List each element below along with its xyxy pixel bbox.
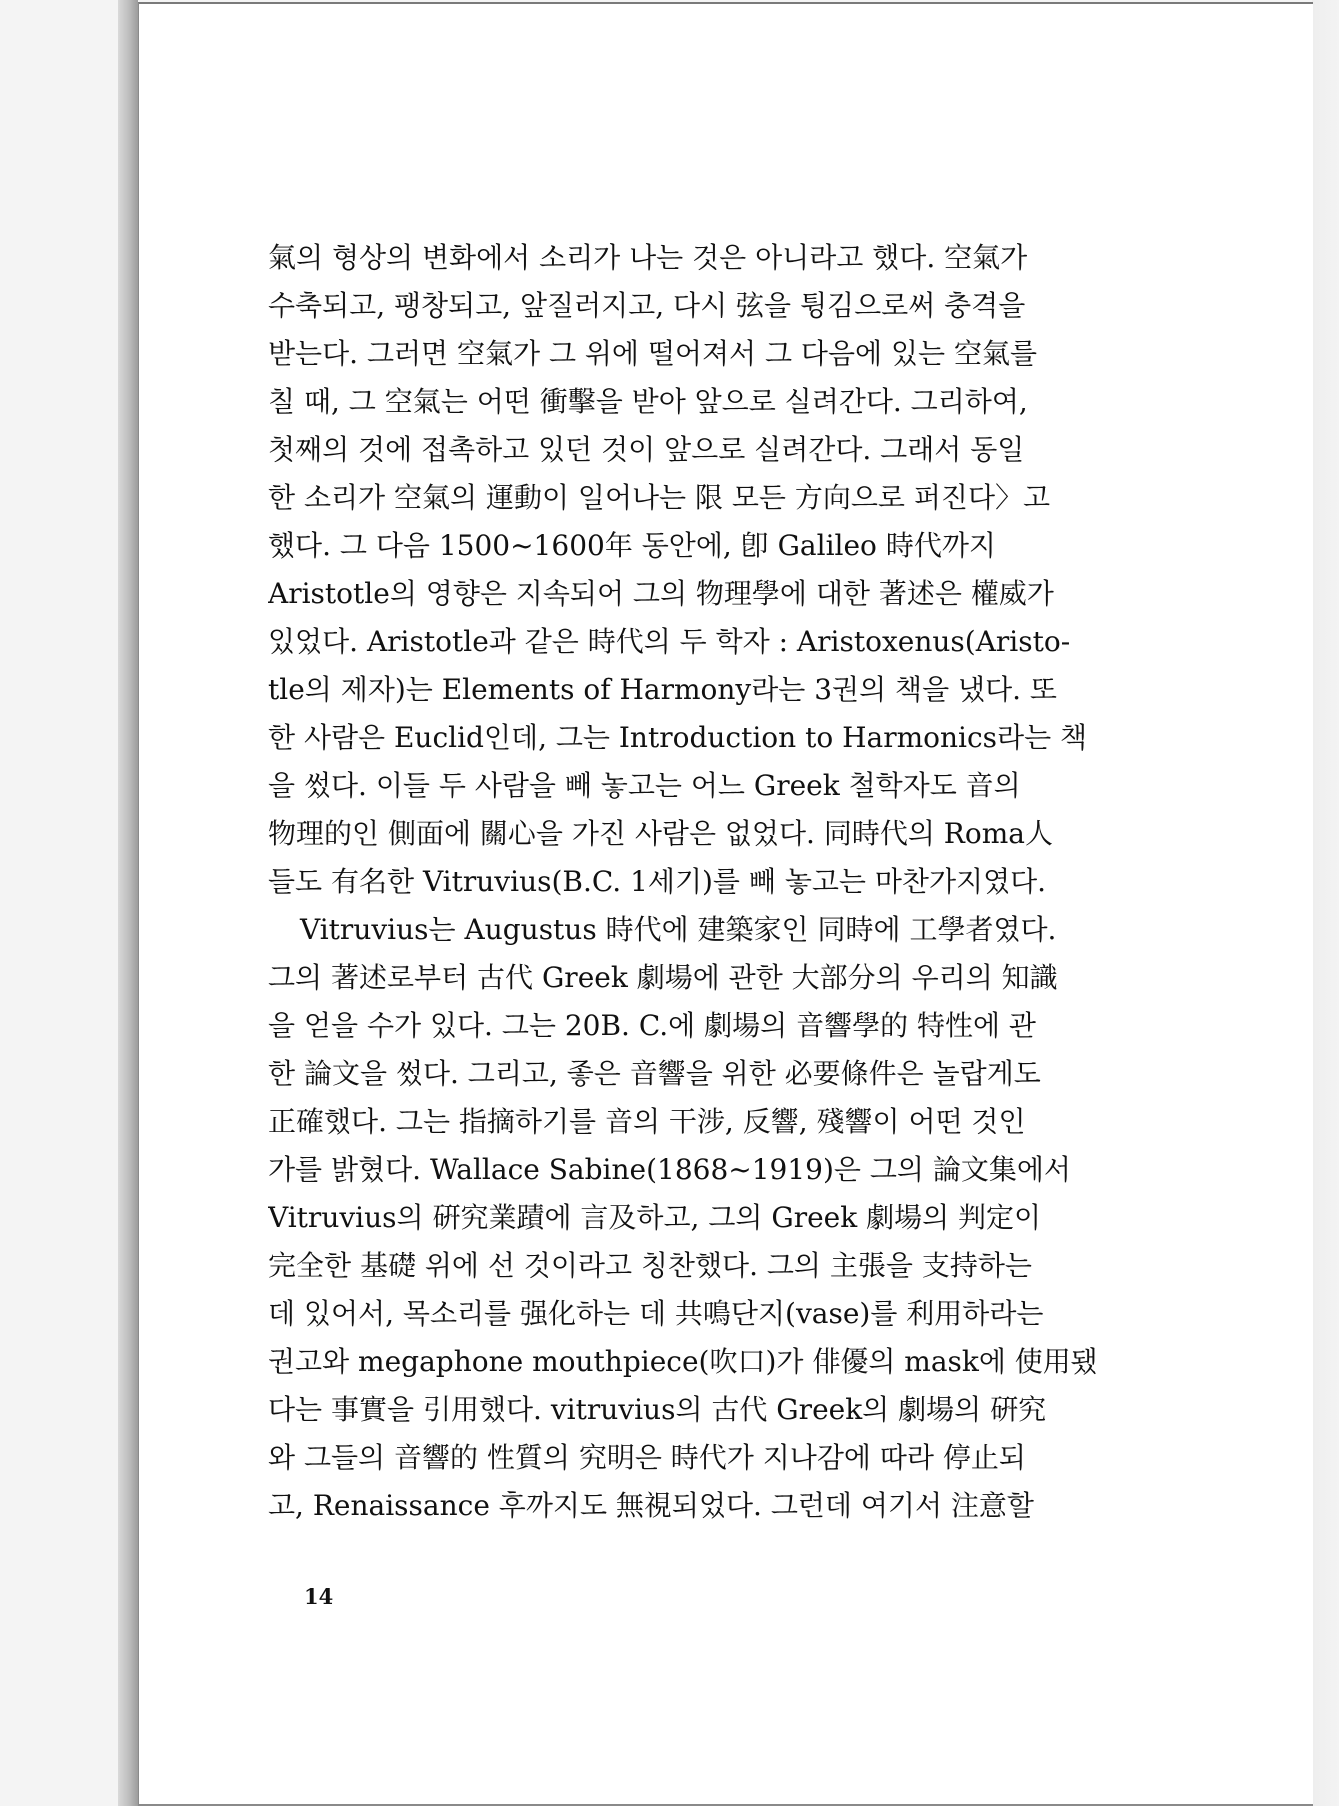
text-line: 수축되고, 팽창되고, 앞질러지고, 다시 弦을 튕김으로써 충격을 bbox=[268, 289, 1026, 322]
page-number: 14 bbox=[304, 1584, 334, 1609]
text-line: 있었다. Aristotle과 같은 時代의 두 학자 : Aristoxenus(Aristo- bbox=[268, 625, 1071, 658]
text-line: 와 그들의 音響的 性質의 究明은 時代가 지나감에 따라 停止되 bbox=[268, 1441, 1026, 1474]
text-line: Vitruvius의 硏究業蹟에 言及하고, 그의 Greek 劇場의 判定이 bbox=[268, 1201, 1042, 1234]
text-line: 을 썼다. 이들 두 사람을 빼 놓고는 어느 Greek 철학자도 音의 bbox=[268, 769, 1021, 802]
text-line: 그의 著述로부터 古代 Greek 劇場에 관한 大部分의 우리의 知識 bbox=[268, 961, 1058, 994]
text-line: 한 사람은 Euclid인데, 그는 Introduction to Harmonics라는 책 bbox=[268, 721, 1088, 754]
text-line: 氣의 형상의 변화에서 소리가 나는 것은 아니라고 했다. 空氣가 bbox=[268, 241, 1028, 274]
text-line: 받는다. 그러면 空氣가 그 위에 떨어져서 그 다음에 있는 空氣를 bbox=[268, 337, 1038, 370]
paragraph-start-line: Vitruvius는 Augustus 時代에 建築家인 同時에 工學者였다. bbox=[300, 913, 1057, 946]
text-line: 物理的인 側面에 關心을 가진 사람은 없었다. 同時代의 Roma人 bbox=[268, 817, 1053, 850]
text-line: tle의 제자)는 Elements of Harmony라는 3권의 책을 냈다. 또 bbox=[268, 673, 1057, 706]
text-line: 한 論文을 썼다. 그리고, 좋은 音響을 위한 必要條件은 놀랍게도 bbox=[268, 1057, 1041, 1090]
body-text bbox=[268, 234, 1166, 1530]
text-line: 다는 事實을 引用했다. vitruvius의 古代 Greek의 劇場의 硏究 bbox=[268, 1393, 1047, 1426]
text-line: 데 있어서, 목소리를 强化하는 데 共鳴단지(vase)를 利用하라는 bbox=[268, 1297, 1044, 1330]
text-line: Aristotle의 영향은 지속되어 그의 物理學에 대한 著述은 權威가 bbox=[268, 577, 1054, 610]
text-line: 가를 밝혔다. Wallace Sabine(1868~1919)은 그의 論文集에서 bbox=[268, 1153, 1071, 1186]
text-line: 正確했다. 그는 指摘하기를 音의 干涉, 反響, 殘響이 어떤 것인 bbox=[268, 1105, 1026, 1138]
page-right-margin bbox=[1312, 0, 1339, 1806]
text-line: 첫째의 것에 접촉하고 있던 것이 앞으로 실려간다. 그래서 동일 bbox=[268, 433, 1025, 466]
text-line: 完全한 基礎 위에 선 것이라고 칭찬했다. 그의 主張을 支持하는 bbox=[268, 1249, 1032, 1282]
text-line: 을 얻을 수가 있다. 그는 20B. C.에 劇場의 音響學的 特性에 관 bbox=[268, 1009, 1036, 1042]
page-left-shadow bbox=[118, 0, 138, 1806]
text-line: 한 소리가 空氣의 運動이 일어나는 限 모든 方向으로 퍼진다〉고 bbox=[268, 481, 1051, 514]
text-line: 칠 때, 그 空氣는 어떤 衝擊을 받아 앞으로 실려간다. 그리하여, bbox=[268, 385, 1028, 418]
text-line: 권고와 megaphone mouthpiece(吹口)가 俳優의 mask에 使用됐 bbox=[268, 1345, 1098, 1378]
text-line: 고, Renaissance 후까지도 無視되었다. 그런데 여기서 注意할 bbox=[268, 1489, 1034, 1522]
text-line: 했다. 그 다음 1500~1600年 동안에, 卽 Galileo 時代까지 bbox=[268, 529, 996, 562]
text-line: 들도 有名한 Vitruvius(B.C. 1세기)를 빼 놓고는 마찬가지였다. bbox=[268, 865, 1047, 898]
